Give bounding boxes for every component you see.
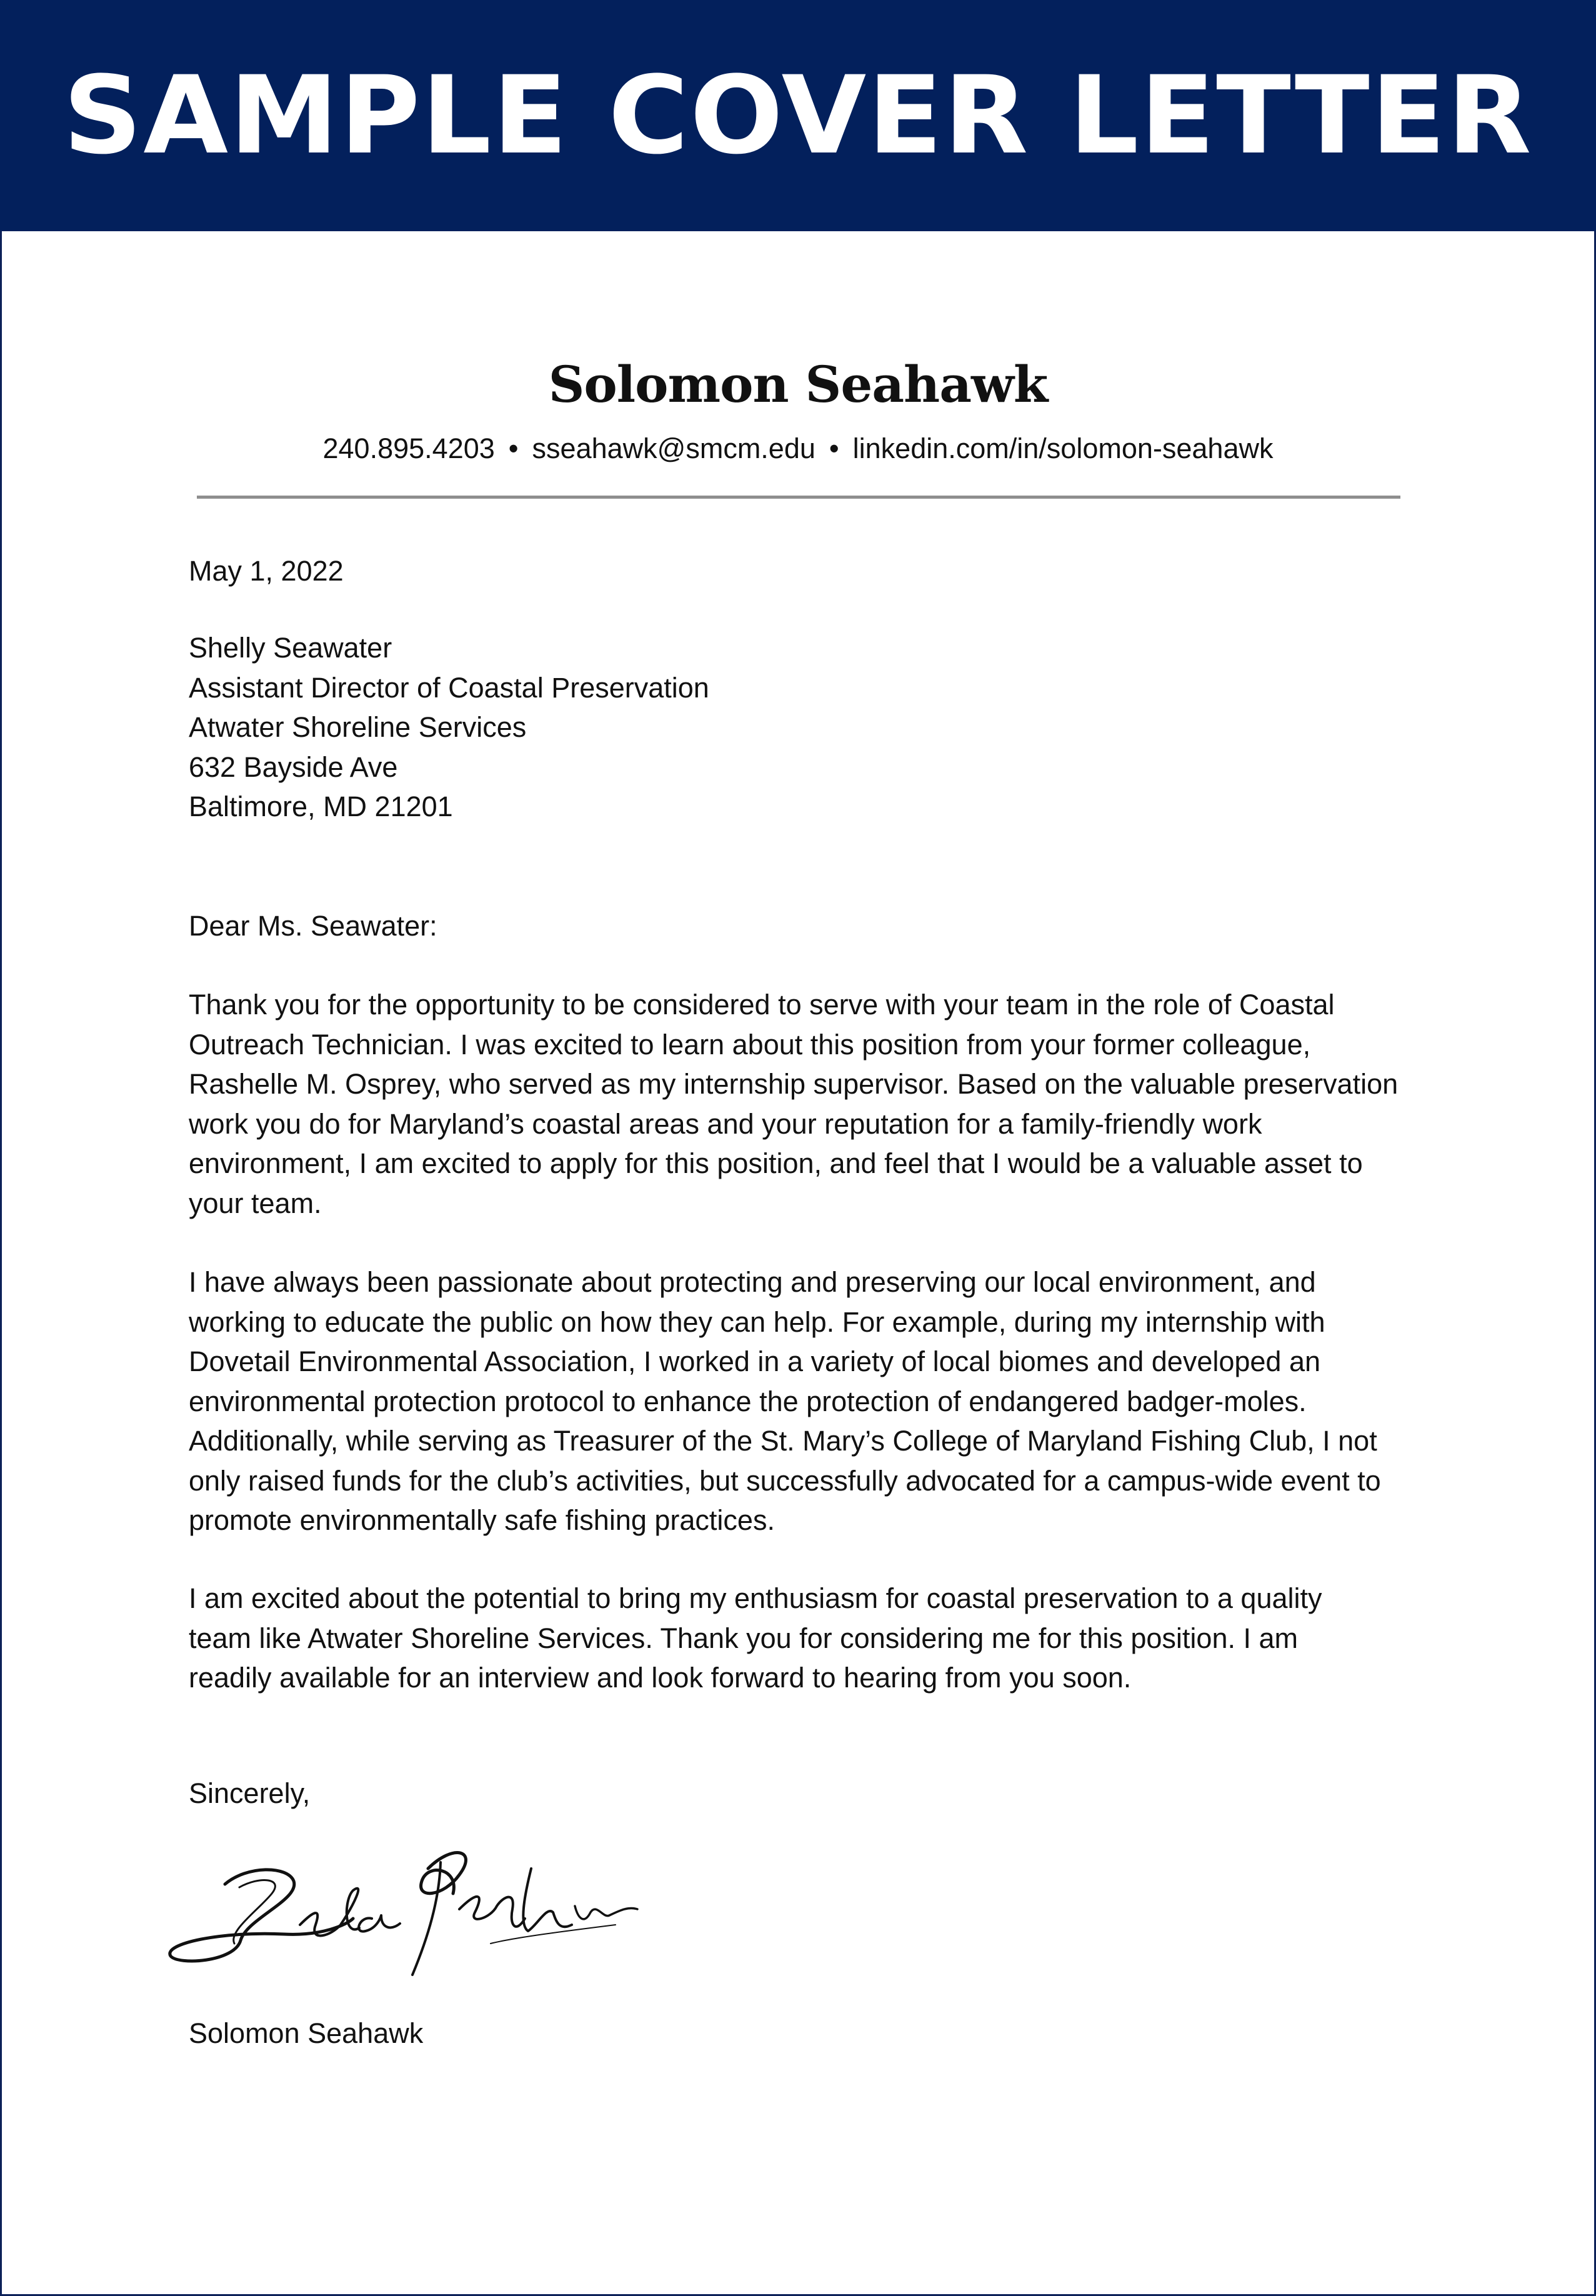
closing: Sincerely, <box>189 1777 311 1809</box>
signed-name: Solomon Seahawk <box>189 2017 424 2049</box>
paragraph-line: readily available for an interview and look forward to hearing from you soon. <box>189 1662 1132 1694</box>
paragraph-line: only raised funds for the club’s activities, but successfully advocated for a campus-wide event to <box>189 1464 1381 1497</box>
paragraph-line: environment, I am excited to apply for this position, and feel that I would be a valuable asset to <box>189 1147 1363 1179</box>
paragraph-line: Additionally, while serving as Treasurer of the St. Mary’s College of Maryland Fishing Club, I not <box>189 1425 1377 1457</box>
recipient-title: Assistant Director of Coastal Preservation <box>189 671 709 704</box>
paragraph-experience <box>189 1262 1381 1540</box>
banner-title: SAMPLE COVER LETTER <box>63 52 1533 178</box>
title-banner <box>0 0 1596 231</box>
recipient-name: Shelly Seawater <box>189 632 392 664</box>
paragraph-line: I am excited about the potential to bring my enthusiasm for coastal preservation to a quality <box>189 1582 1322 1614</box>
paragraph-line: Dovetail Environmental Association, I worked in a variety of local biomes and developed an <box>189 1345 1321 1377</box>
letter-date: May 1, 2022 <box>189 555 344 587</box>
phone-number: 240.895.4203 <box>322 432 495 464</box>
paragraph-line: I have always been passionate about protecting and preserving our local environment, and <box>189 1266 1316 1298</box>
recipient-company: Atwater Shoreline Services <box>189 711 527 743</box>
paragraph-line: team like Atwater Shoreline Services. Thank you for considering me for this position. I am <box>189 1622 1298 1654</box>
paragraph-conclusion <box>189 1579 1322 1698</box>
paragraph-line: your team. <box>189 1187 322 1219</box>
salutation: Dear Ms. Seawater: <box>189 910 437 942</box>
paragraph-line: working to educate the public on how they can help. For example, during my internship with <box>189 1305 1325 1338</box>
signature-icon <box>166 1831 641 1994</box>
linkedin-url: linkedin.com/in/solomon-seahawk <box>852 432 1274 464</box>
recipient-street: 632 Bayside Ave <box>189 751 398 783</box>
email-address: sseahawk@smcm.edu <box>532 432 815 464</box>
recipient-address-block <box>189 628 709 827</box>
contact-separator: • <box>829 432 839 464</box>
recipient-city: Baltimore, MD 21201 <box>189 791 453 822</box>
paragraph-line: Thank you for the opportunity to be considered to serve with your team in the role of Coastal <box>189 989 1335 1021</box>
paragraph-line: Rashelle M. Osprey, who served as my internship supervisor. Based on the valuable preservation <box>189 1068 1399 1100</box>
paragraph-line: work you do for Maryland’s coastal areas and your reputation for a family-friendly work <box>189 1107 1262 1140</box>
paragraph-line: environmental protection protocol to enhance the protection of endangered badger-moles. <box>189 1385 1307 1417</box>
contact-separator: • <box>508 432 519 464</box>
paragraph-line: promote environmentally safe fishing practices. <box>189 1504 775 1536</box>
header-divider <box>197 496 1400 499</box>
contact-line <box>0 434 1596 462</box>
paragraph-introduction <box>189 985 1398 1223</box>
paragraph-line: Outreach Technician. I was excited to learn about this position from your former colleague, <box>189 1028 1311 1061</box>
sender-name: Solomon Seahawk <box>548 355 1048 414</box>
